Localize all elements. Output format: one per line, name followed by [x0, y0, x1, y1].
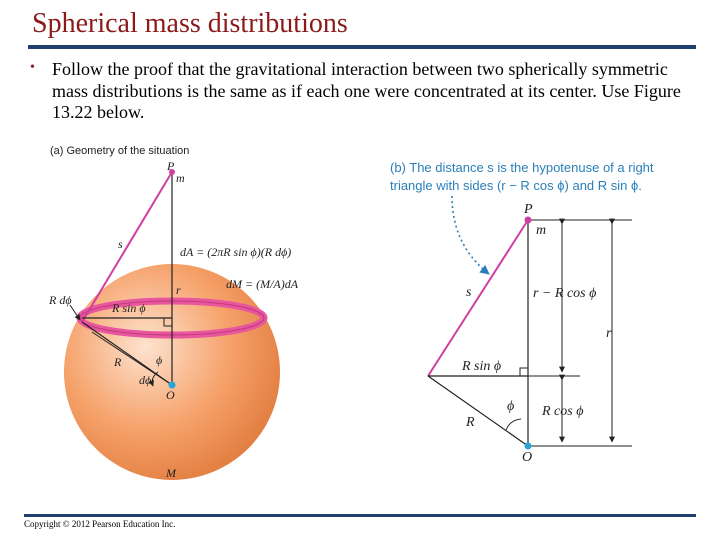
label-rdphi: R dϕ: [49, 293, 72, 307]
right-angle-b: [520, 368, 528, 376]
label-m-b: m: [536, 223, 547, 238]
label-r-a: r: [176, 283, 181, 297]
point-p-b: [525, 217, 532, 224]
label-r-radius-a: R: [114, 355, 122, 369]
label-o-a: O: [166, 388, 175, 402]
label-dphi: dϕ: [139, 373, 152, 387]
label-r-minus: r − R cos ϕ: [533, 286, 597, 301]
label-da: dA = (2πR sin ϕ)(R dϕ): [180, 245, 292, 259]
label-p-b: P: [524, 202, 533, 217]
bullet-marker: •: [30, 60, 35, 75]
label-rsinphi-b: R sin ϕ: [462, 359, 502, 374]
footer-divider: [24, 514, 696, 517]
figure-b-caption-2: triangle with sides (r − R cos ϕ) and R sin ϕ.: [390, 178, 642, 193]
label-p-a: P: [167, 159, 175, 173]
center-o-b: [525, 443, 532, 450]
figure-b-caption-1: (b) The distance s is the hypotenuse of a right: [390, 160, 654, 175]
label-s-a: s: [118, 237, 123, 251]
label-rcosphi: R cos ϕ: [542, 404, 584, 419]
figure-a-caption: (a) Geometry of the situation: [50, 145, 190, 157]
caption-pointer-arrow: [452, 196, 489, 274]
rdphi-arrow: [70, 305, 80, 320]
label-r-b: r: [606, 326, 612, 341]
label-mass-m: M: [166, 466, 176, 480]
slide-title: Spherical mass distributions: [32, 8, 348, 39]
phi-arc-b: [506, 419, 521, 430]
label-dm: dM = (M/A)dA: [226, 277, 299, 291]
label-m-a: m: [176, 171, 185, 185]
copyright-text: Copyright © 2012 Pearson Education Inc.: [24, 519, 176, 529]
label-s-b: s: [466, 285, 472, 300]
label-phi-a: ϕ: [156, 353, 163, 367]
s-line-b: [428, 220, 528, 376]
label-rsinphi-a: R sin ϕ: [112, 301, 146, 315]
label-o-b: O: [522, 450, 533, 465]
bullet-text: Follow the proof that the gravitational interaction between two spherically symmetric mass distributions is the same as if each one were concentrated at its center. Use Figure 13.22 below.: [52, 59, 681, 122]
label-phi-b: ϕ: [507, 399, 515, 414]
label-r-radius-b: R: [466, 415, 475, 430]
